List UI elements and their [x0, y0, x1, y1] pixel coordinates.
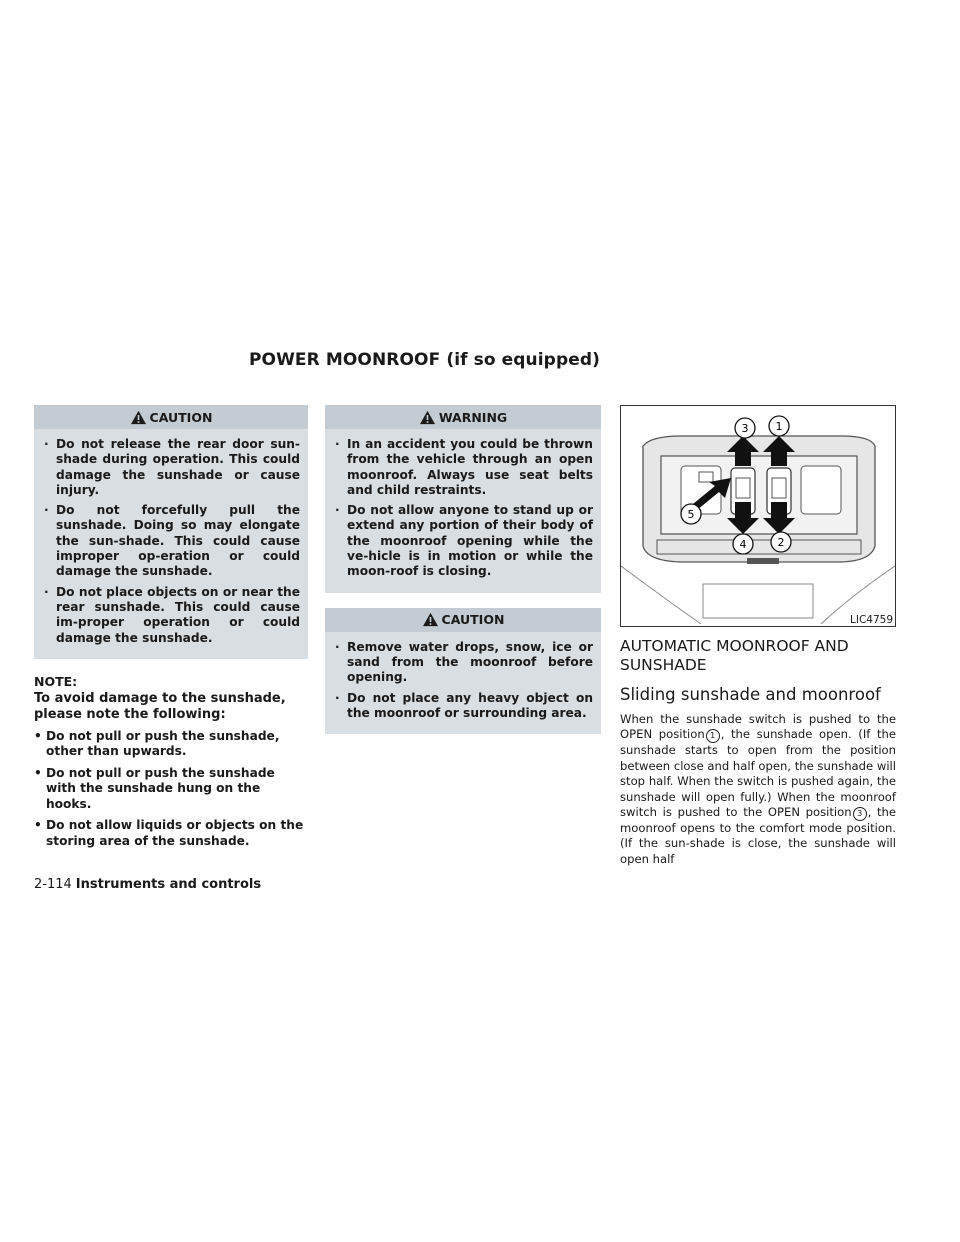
caution-title: CAUTION	[441, 612, 505, 628]
note-label: NOTE:	[34, 673, 78, 689]
column-left	[34, 405, 308, 855]
caution-item: · Remove water drops, snow, ice or sand from the moonroof before opening.	[335, 640, 593, 686]
callout-3: 3	[741, 422, 749, 435]
warning-box	[325, 405, 601, 593]
caution-box	[34, 405, 308, 659]
caution-item: · Do not forcefully pull the sunshade. Doing so may elongate the sun-shade. This could cause improper op-eration or could damage the sunshade.	[44, 503, 300, 579]
note-item: • Do not pull or push the sunshade, other than upwards.	[34, 729, 308, 760]
caution-box	[325, 608, 601, 734]
callout-4: 4	[739, 538, 747, 551]
body-paragraph	[620, 712, 896, 867]
callout-2: 2	[777, 536, 785, 549]
automatic-heading: AUTOMATIC MOONROOF AND SUNSHADE	[620, 637, 849, 674]
ref-3-callout: 3	[853, 807, 867, 821]
note-list	[34, 729, 308, 850]
warning-triangle-icon	[419, 410, 436, 425]
moonroof-switch-figure	[620, 405, 896, 627]
footer-section: Instruments and controls	[75, 877, 262, 892]
note-intro: To avoid damage to the sunshade, please note the following:	[34, 690, 286, 722]
caution-header	[34, 405, 308, 429]
caution-header	[325, 608, 601, 632]
warning-item: · Do not allow anyone to stand up or extend any portion of their body of the moonroof opening while the ve-hicle is in motion or while the moon-roof is closing.	[335, 503, 593, 579]
note-item: • Do not allow liquids or objects on the storing area of the sunshade.	[34, 818, 308, 849]
warning-item: · In an accident you could be thrown from the vehicle through an open moonroof. Always use seat belts and child restraints.	[335, 437, 593, 498]
moonroof-switch-illustration	[621, 406, 895, 626]
figure-code: LIC4759	[850, 614, 893, 626]
warning-triangle-icon	[130, 410, 147, 425]
ref-1-callout: 1	[706, 729, 720, 743]
section-title: POWER MOONROOF (if so equipped)	[248, 350, 600, 370]
column-middle	[325, 405, 601, 749]
caution-title: CAUTION	[149, 409, 213, 425]
page-number: 2-114	[34, 877, 72, 892]
body-text-part: , the moonroof opens to the comfort mode position. (If the sun-shade is close, the sunshade will open half	[620, 805, 896, 866]
caution-item: · Do not place objects on or near the rear sunshade. This could cause im-proper operation or could damage the sunshade.	[44, 585, 300, 646]
sliding-subheading: Sliding sunshade and moonroof	[620, 685, 881, 704]
caution-item: · Do not place any heavy object on the moonroof or surrounding area.	[335, 691, 593, 722]
warning-triangle-icon	[422, 612, 439, 627]
callout-1: 1	[775, 420, 783, 433]
body-text-part: When the sunshade switch is pushed to the OPEN position	[620, 712, 896, 742]
callout-5: 5	[687, 508, 695, 521]
caution-item: · Do not release the rear door sun-shade during operation. This could damage the sunshade or cause injury.	[44, 437, 300, 498]
column-right	[620, 405, 896, 867]
page-footer	[34, 877, 261, 892]
note-item: • Do not pull or push the sunshade with the sunshade hung on the hooks.	[34, 766, 308, 813]
warning-header	[325, 405, 601, 429]
body-text-part: , the sunshade open. (If the sunshade starts to open from the position between close and half open, the sunshade will stop half. When the switch is pushed again, the sunshade will open fully.) When the moonroof switch is pushed to the OPEN position	[620, 727, 896, 820]
warning-title: WARNING	[438, 409, 508, 425]
